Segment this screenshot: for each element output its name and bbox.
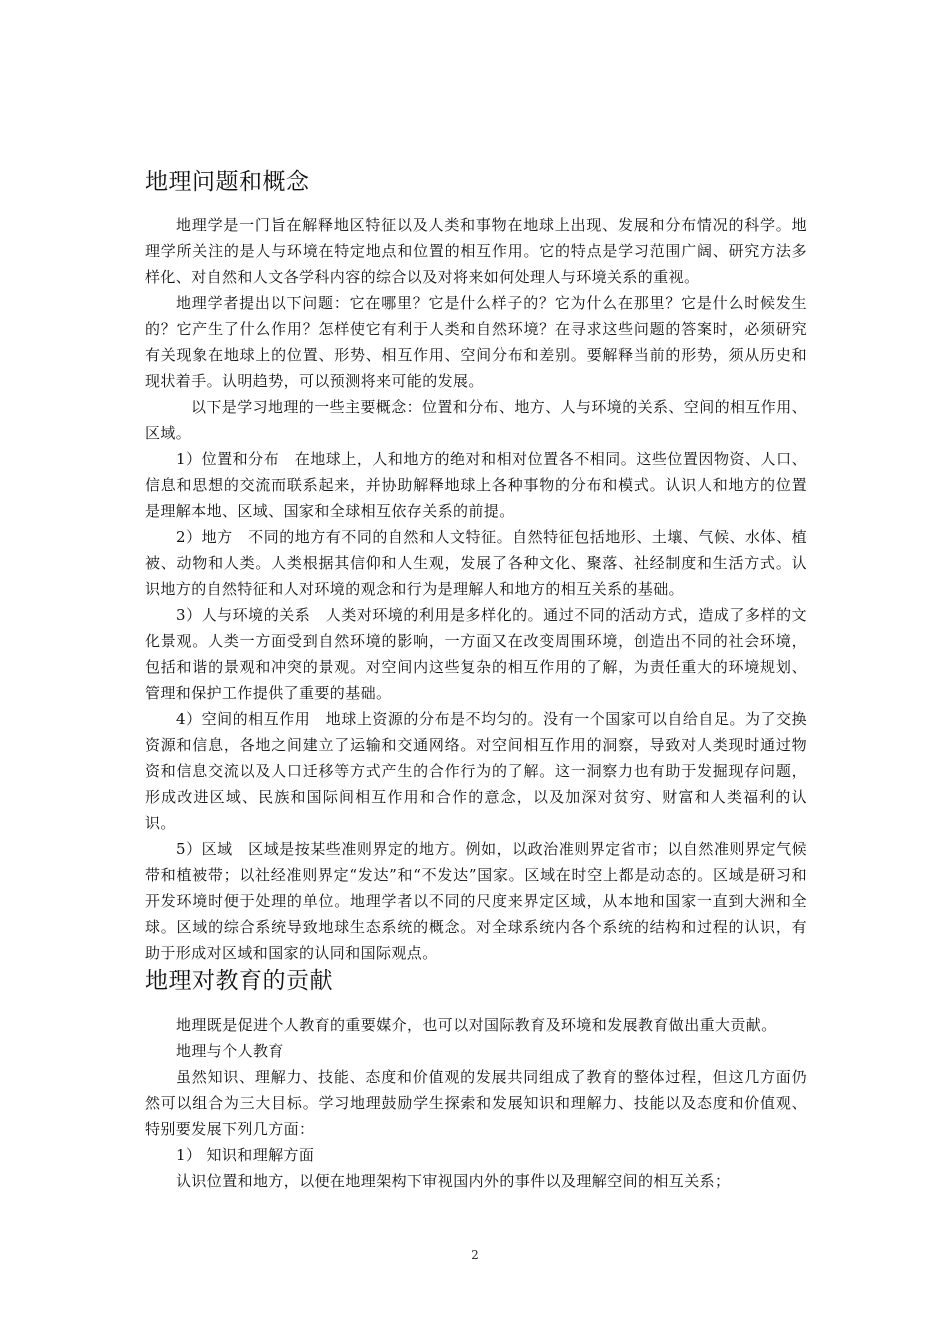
- subheading-personal-education: 地理与个人教育: [176, 1042, 284, 1060]
- page-number: 2: [471, 1248, 479, 1262]
- paragraph-location-distribution: 1）位置和分布 在地球上，人和地方的绝对和相对位置各不相同。这些位置因物资、人口、信息和思想的交流而联系起来，并协助解释地球上各种事物的分布和模式。认识人和地方的位置是理解本地、区域、国家和全球相互依存关系的前提。: [145, 450, 807, 520]
- paragraph-spatial-interaction: 4）空间的相互作用 地球上资源的分布是不均匀的。没有一个国家可以自给自足。为了交换资源和信息，各地之间建立了运输和交通网络。对空间相互作用的洞察，导致对人类现时通过物资和信息交流以及人口迁移等方式产生的合作行为的了解。这一洞察力也有助于发掘现存问题，形成改进区域、民族和国际间相互作用和合作的意念，以及加深对贫穷、财富和人类福利的认识。: [145, 710, 807, 832]
- section-heading-geography-concepts: 地理问题和概念: [145, 169, 310, 195]
- paragraph-questions: 地理学者提出以下问题：它在哪里？它是什么样子的？它为什么在那里？它是什么时候发生的？它产生了什么作用？怎样使它有利于人类和自然环境？在寻求这些问题的答案时，必须研究有关现象在地球上的位置、形势、相互作用、空间分布和差别。要解释当前的形势，须从历史和现状着手。认明趋势，可以预测将来可能的发展。: [145, 294, 807, 390]
- paragraph-place: 2）地方 不同的地方有不同的自然和人文特征。自然特征包括地形、土壤、气候、水体、植被、动物和人类。人类根据其信仰和人生观，发展了各种文化、聚落、社经制度和生活方式。认识地方的自然特征和人对环境的观念和行为是理解人和地方的相互关系的基础。: [145, 528, 807, 598]
- section-heading-education-contribution: 地理对教育的贡献: [145, 968, 333, 994]
- section-body-geography-concepts: [145, 212, 807, 966]
- section-body-education-contribution: [145, 1012, 807, 1194]
- paragraph-main-concepts: 以下是学习地理的一些主要概念：位置和分布、地方、人与环境的关系、空间的相互作用、区域。: [145, 398, 808, 442]
- paragraph-location-awareness: 认识位置和地方，以便在地理架构下审视国内外的事件以及理解空间的相互关系；: [176, 1172, 731, 1190]
- paragraph-education-media: 地理既是促进个人教育的重要媒介，也可以对国际教育及环境和发展教育做出重大贡献。: [176, 1016, 777, 1034]
- paragraph-human-environment: 3）人与环境的关系 人类对环境的利用是多样化的。通过不同的活动方式，造成了多样的文化景观。人类一方面受到自然环境的影响，一方面又在改变周围环境，创造出不同的社会环境，包括和谐的景观和冲突的景观。对空间内这些复杂的相互作用的了解，为责任重大的环境规划、管理和保护工作提供了重要的基础。: [145, 606, 807, 702]
- list-item-knowledge-understanding: 1） 知识和理解方面: [176, 1146, 315, 1164]
- paragraph-region: 5）区域 区域是按某些准则界定的地方。例如，以政治准则界定省市；以自然准则界定气候带和植被带；以社经准则界定“发达”和“不发达”国家。区域在时空上都是动态的。区域是研习和开发环境时便于处理的单位。地理学者以不同的尺度来界定区域，从本地和国家一直到大洲和全球。区域的综合系统导致地球生态系统的概念。对全球系统内各个系统的结构和过程的认识，有助于形成对区域和国家的认同和国际观点。: [145, 840, 807, 962]
- paragraph-three-goals: 虽然知识、理解力、技能、态度和价值观的发展共同组成了教育的整体过程，但这几方面仍然可以组合为三大目标。学习地理鼓励学生探索和发展知识和理解力、技能以及态度和价值观、特别要发展下列几方面：: [145, 1068, 807, 1138]
- paragraph-intro: 地理学是一门旨在解释地区特征以及人类和事物在地球上出现、发展和分布情况的科学。地理学所关注的是人与环境在特定地点和位置的相互作用。它的特点是学习范围广阔、研究方法多样化、对自然和人文各学科内容的综合以及对将来如何处理人与环境关系的重视。: [145, 216, 807, 286]
